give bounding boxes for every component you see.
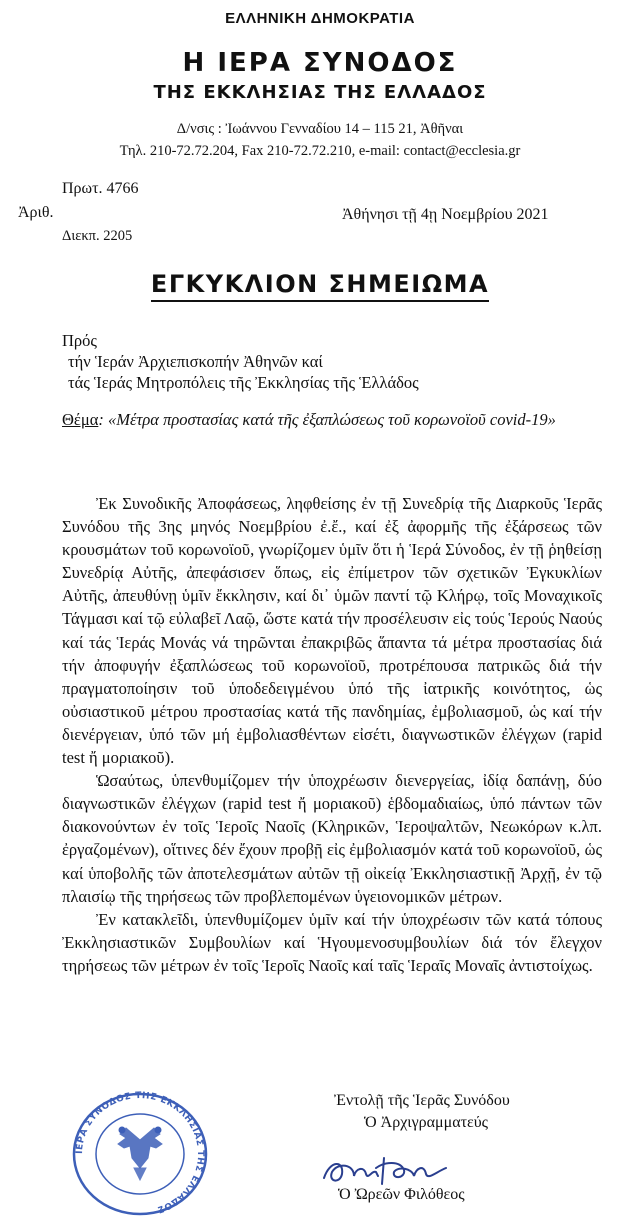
signatory-name: Ὁ Ὠρεῶν Φιλόθεος (338, 1186, 465, 1203)
body-text (62, 492, 602, 977)
signature-title: Ὁ Ἀρχιγραμματεύς (364, 1114, 488, 1131)
dispatch-number: Διεκπ. 2205 (62, 228, 133, 244)
address-line: Δ/νσις : Ἰωάννου Γενναδίου 14 – 115 21, Ἀθῆναι (176, 121, 464, 137)
document-title-text: ΕΓΚΥΚΛΙΟΝ ΣΗΜΕΙΩΜΑ (151, 270, 489, 302)
recipients-line-2: τάς Ἱεράς Μητροπόλεις τῆς Ἐκκλησίας τῆς Ἑλλάδος (68, 373, 419, 392)
double-headed-eagle-icon (118, 1127, 162, 1180)
church-heading: ΤΗΣ ΕΚΚΛΗΣΙΑΣ ΤΗΣ ΕΛΛΑΔΟΣ (153, 82, 487, 103)
handwritten-signature (320, 1150, 450, 1190)
address-block (0, 118, 640, 162)
number-label: Ἀριθ. (18, 204, 54, 221)
document-date: Ἀθήνησι τῇ 4ῃ Νοεμβρίου 2021 (342, 206, 549, 223)
signature-mandate: Ἐντολῇ τῆς Ἱερᾶς Συνόδου (334, 1092, 510, 1109)
synod-seal-stamp (60, 1088, 220, 1218)
body-paragraph-3: Ἐν κατακλεῖδι, ὑπενθυμίζομεν ὑμῖν καί τήν ὑποχρέωσιν τῶν κατά τόπους Ἐκκλησιαστικῶν Συμβουλίων καί Ἡγουμενοσυμβουλίων διά τόν ἔλεγχον τηρήσεως τῶν μέτρων ἐν τοῖς Ἱεροῖς Ναοῖς καί ταῖς Ἱεραῖς Μοναῖς ἀντιστοίχως. (62, 909, 602, 975)
document-title (0, 270, 640, 298)
subject-text: : «Μέτρα προστασίας κατά τῆς ἐξαπλώσεως τοῦ κορωνοϊοῦ covid-19» (98, 410, 556, 429)
recipients-line-1: τήν Ἱεράν Ἀρχιεπισκοπήν Ἀθηνῶν καί (68, 352, 323, 371)
subject-label: Θέμα (62, 410, 99, 429)
republic-heading: ΕΛΛΗΝΙΚΗ ΔΗΜΟΚΡΑΤΙΑ (225, 10, 415, 27)
subject-line (62, 408, 602, 432)
synod-heading: Η ΙΕΡΑ ΣΥΝΟΔΟΣ (182, 48, 458, 78)
contact-line: Τηλ. 210-72.72.204, Fax 210-72.72.210, e-mail: contact@ecclesia.gr (119, 143, 521, 159)
body-paragraph-1: Ἐκ Συνοδικῆς Ἀποφάσεως, ληφθείσης ἐν τῇ Συνεδρίᾳ τῆς Διαρκοῦς Ἱερᾶς Συνόδου τῆς 3ης μηνός Νοεμβρίου ἐ.ἔ., καί ἐξ ἀφορμῆς τῆς ἐξάρσεως τῶν κρουσμάτων τοῦ κορωνοϊοῦ, γνωρίζομεν ὑμῖν ὅτι ἡ Ἱερά Σύνοδος, ἐν τῇ ῥηθείσῃ Συνεδρίᾳ Αὐτῆς, ἀπεφάσισεν ὅπως, εἰς ἐπίμετρον τῶν σχετικῶν Ἐγκυκλίων Αὐτῆς, ἀπευθύνῃ ὑμῖν ἔκκλησιν, καί δι᾽ ὑμῶν παντί τῷ Κλήρῳ, τοῖς Μοναχικοῖς Τάγμασι καί τῷ εὐλαβεῖ Λαῷ, ὥστε κατά τήν προσέλευσιν εἰς τούς Ἱερούς Ναούς καί τάς Ἱεράς Μονάς νά τηρῶνται ἐπακριβῶς ἅπαντα τά μέτρα προστασίας διά τήν ἀποφυγήν ἐξαπλώσεως τοῦ κορωνοϊοῦ, προτρέπουσα πατρικῶς διά τήν πραγματοποίησιν τοῦ ὑποδεδειγμένου ὑπό τῆς ἰατρικῆς κοινότητος, ὡς οὐσιαστικοῦ μέτρου προστασίας κατά τῆς πανδημίας, ἐμβολιασμοῦ, ὡς καί τήν διενέργειαν, ὑπό τῶν μή ἐμβολιασθέντων εἰσέτι, διαγνωστικῶν ἐλέγχων (rapid test ἤ μοριακοῦ). (62, 494, 602, 768)
body-paragraph-2: Ὡσαύτως, ὑπενθυμίζομεν τήν ὑποχρέωσιν διενεργείας, ἰδίᾳ δαπάνῃ, δύο διαγνωστικῶν ἐλέγχων (rapid test ἤ μοριακοῦ) ἑβδομαδιαίως, ὑπό πάντων τῶν διακονούντων ἐν τοῖς Ἱεροῖς Ναοῖς (Κληρικῶν, Ἱεροψαλτῶν, Νεωκόρων κ.λπ. ἐργαζομένων), οἵτινες δέν ἔχουν προβῇ εἰς ἐμβολιασμόν κατά τοῦ κορωνοϊοῦ, ὡς καί ὑποβολῆς τῶν ἀποτελεσμάτων αὐτῶν τῇ οἰκείᾳ Ἐκκλησιαστικῇ Ἀρχῇ, ἐν τῷ πλαισίῳ τῆς τηρήσεως τῶν προβλεπομένων ὑγειονομικῶν μέτρων. (62, 771, 602, 906)
recipients-block (62, 330, 419, 393)
recipients-to: Πρός (62, 331, 97, 350)
seal-legend: ΙΕΡΑ ΣΥΝΟΔΟΣ ΤΗΣ ΕΚΚΛΗΣΙΑΣ ΤΗΣ ΕΛΛΑΔΟΣ (74, 1090, 206, 1215)
protocol-number: Πρωτ. 4766 (62, 180, 139, 197)
